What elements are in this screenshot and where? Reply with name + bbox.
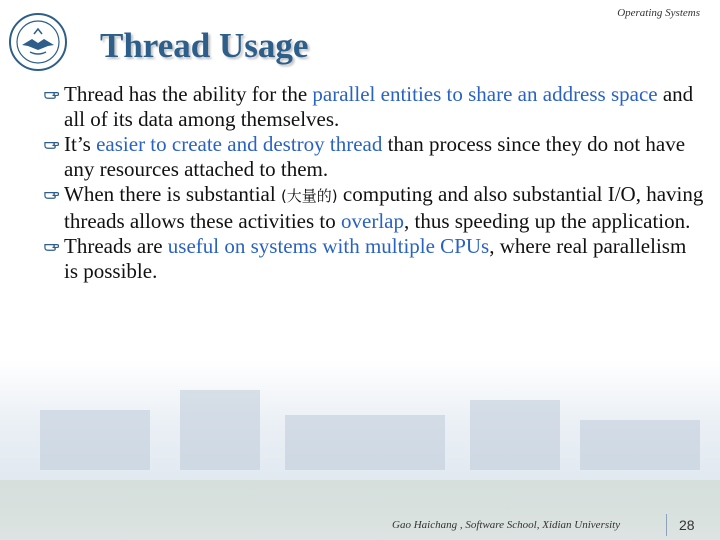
pointing-hand-icon xyxy=(44,87,59,102)
bullet-text: than process since they do not have any resources attached to them. xyxy=(64,132,686,181)
pointing-hand-icon xyxy=(44,187,59,202)
bullet-text: It’s xyxy=(64,132,97,156)
footer-divider xyxy=(666,514,667,536)
bullet-text: (大量的) xyxy=(280,187,338,205)
bullet-text: Threads are xyxy=(64,234,168,258)
page-number: 28 xyxy=(679,517,695,533)
bullet-text: , thus speeding up the application. xyxy=(404,209,691,233)
slide-title: Thread Usage xyxy=(100,26,309,65)
bullet-text: , where real parallelism is possible. xyxy=(64,234,687,283)
course-name: Operating Systems xyxy=(617,7,700,19)
highlighted-text: easier to create and destroy thread xyxy=(96,132,383,156)
bullet-item xyxy=(44,82,704,132)
bullet-text: computing and also substantial I/O, having threads allows these activities to xyxy=(64,182,704,233)
pointing-hand-icon xyxy=(44,137,59,152)
footer-author: Gao Haichang , Software School, Xidian University xyxy=(392,519,621,531)
bullet-text: and all of its data among themselves. xyxy=(64,82,694,131)
campus-background-image xyxy=(0,360,720,540)
highlighted-text: useful on systems with multiple CPUs xyxy=(167,234,490,258)
highlighted-text: parallel entities to share an address space xyxy=(312,82,658,106)
pointing-hand-icon xyxy=(44,239,59,254)
bullet-text: When there is substantial xyxy=(64,182,281,206)
highlighted-text: overlap xyxy=(341,209,404,233)
bullet-item xyxy=(44,234,704,284)
university-emblem-icon xyxy=(8,12,68,72)
bullet-list xyxy=(44,82,704,284)
bullet-text: Thread has the ability for the xyxy=(64,82,313,106)
bullet-item xyxy=(44,182,704,234)
bullet-item xyxy=(44,132,704,182)
